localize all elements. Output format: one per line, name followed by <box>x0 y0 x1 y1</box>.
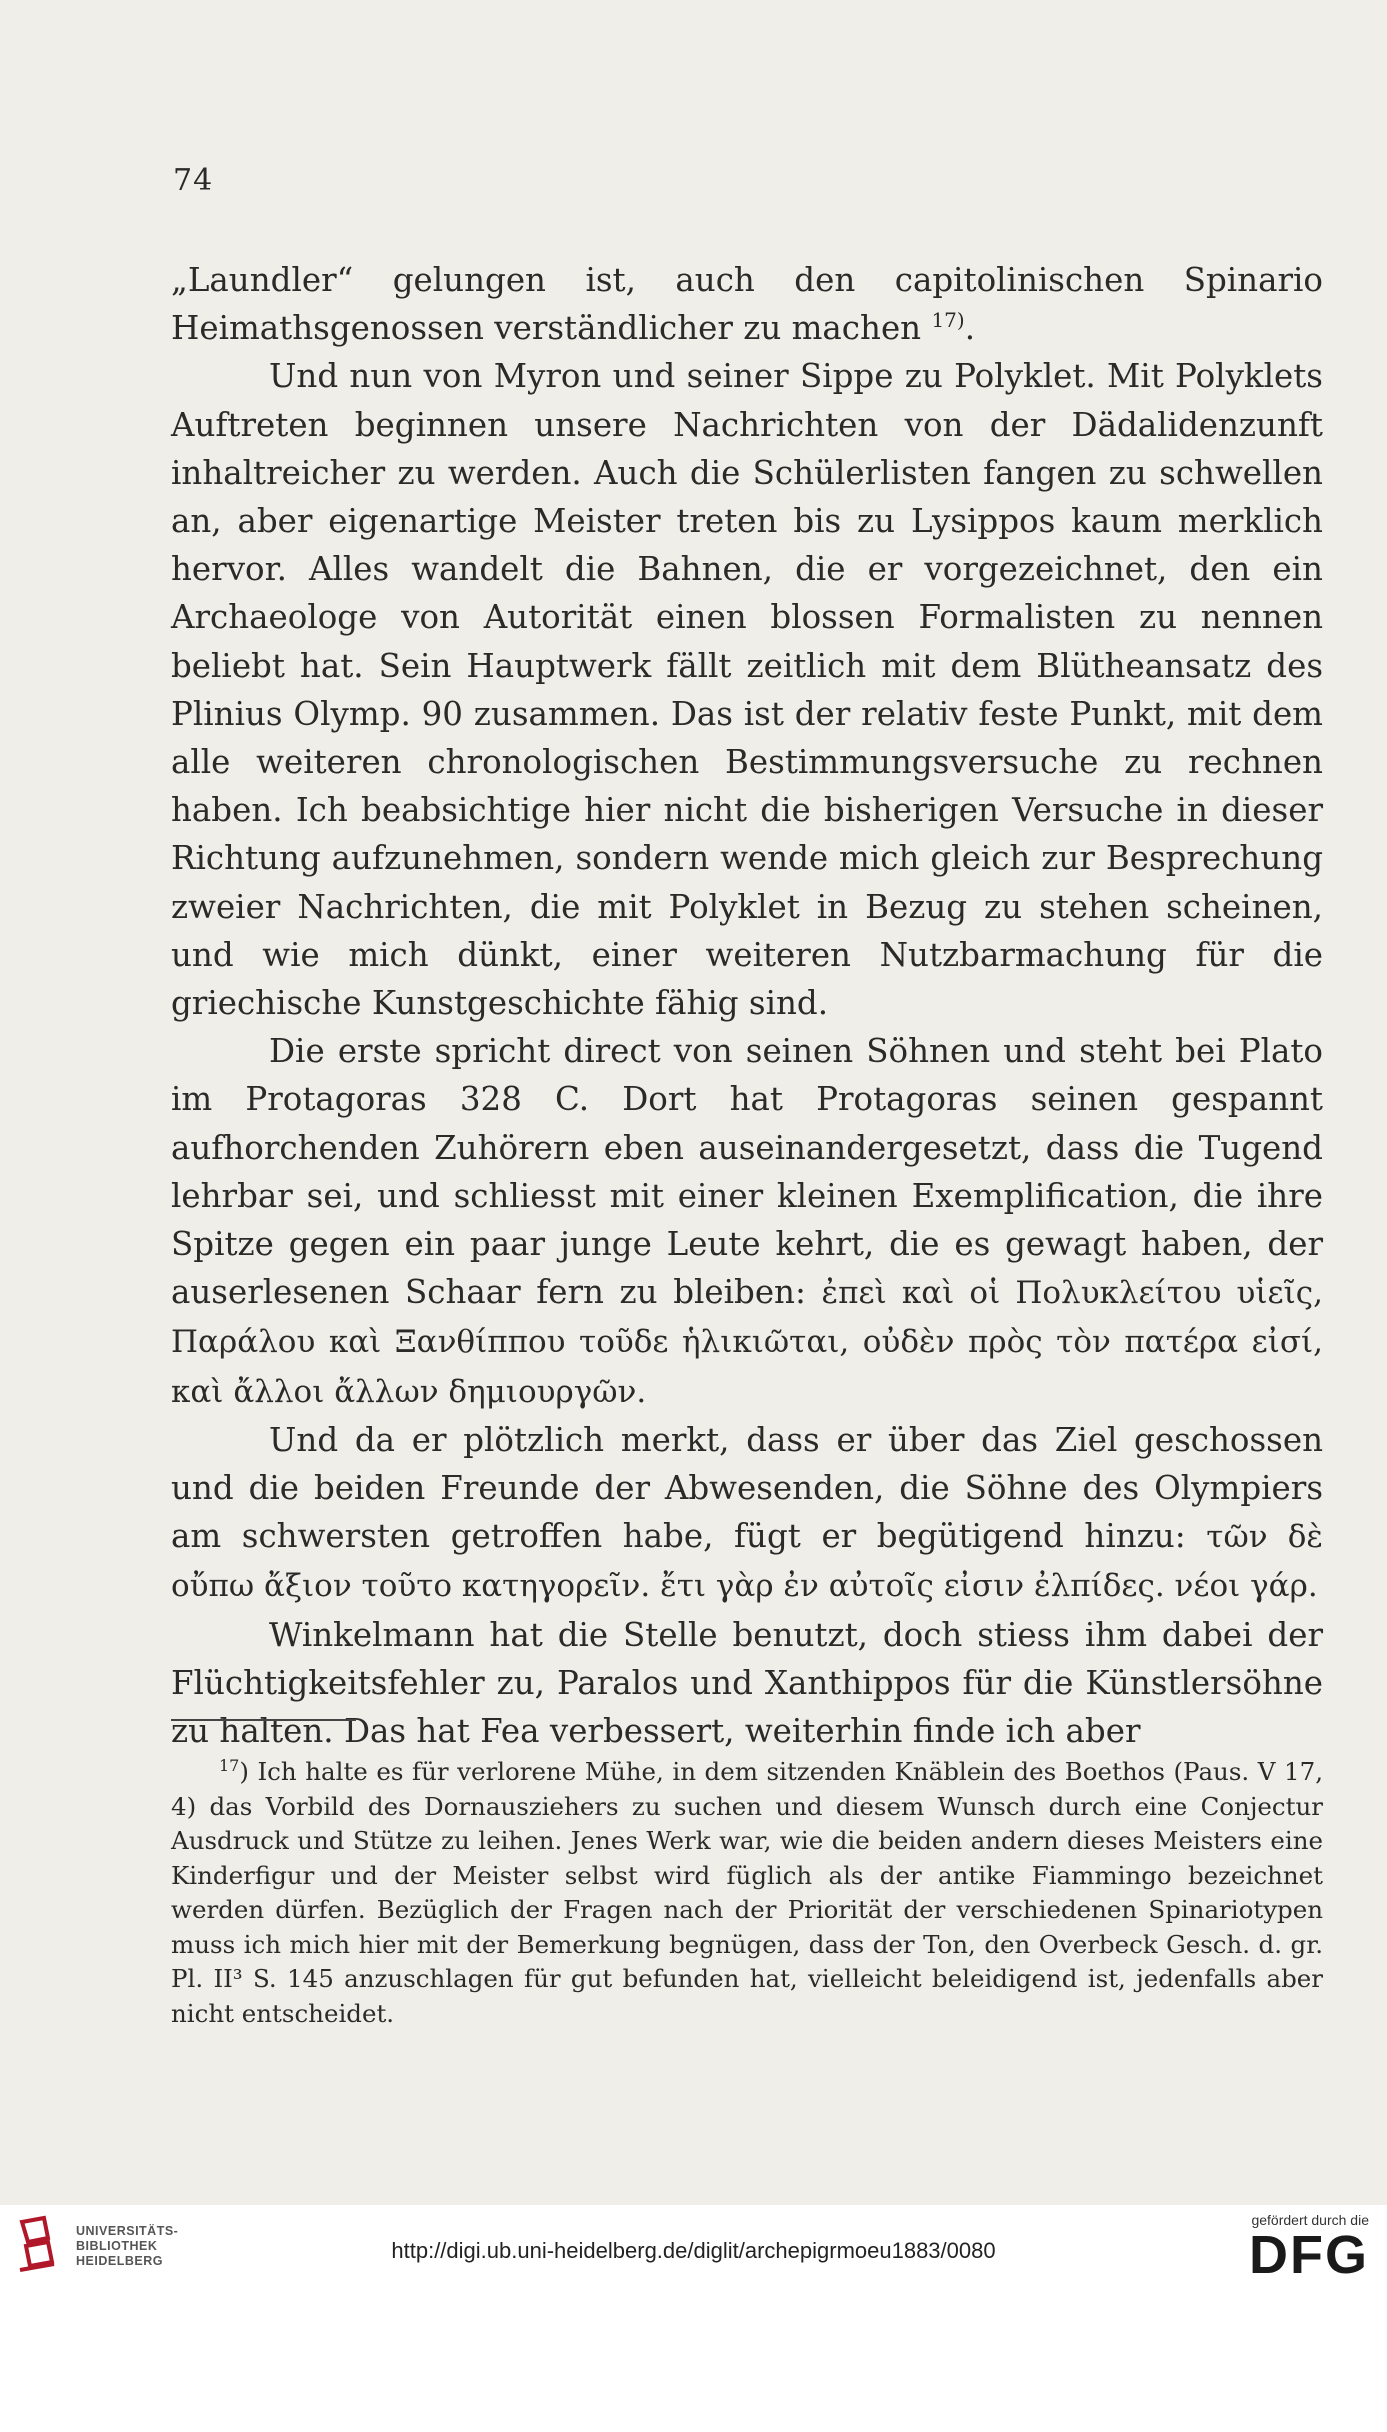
footnote-text: ) Ich halte es für verlorene Mühe, in dem sitzenden Knäblein des Boethos (Paus. V 17, 4) das Vorbild des Dornausziehers zu suchen und diesem Wunsch durch eine Conjectur Ausdruck und Stütze zu leihen. Jenes Werk war, wie die beiden andern dieses Meisters eine Kinderfigur und der Meister selbst wird füglich als der antike Fiammingo bezeichnet werden dürfen. Bezüglich der Fragen nach der Priorität der verschiedenen Spinariotypen muss ich mich hier mit der Bemerkung begnügen, dass der Ton, den Overbeck Gesch. d. gr. Pl. II³ S. 145 anzuschlagen für gut befunden hat, vielleicht beleidigend ist, jedenfalls aber nicht entscheidet. <box>171 1757 1323 2028</box>
body-text <box>171 256 1323 1755</box>
permalink-url[interactable]: http://digi.ub.uni-heidelberg.de/diglit/archepigrmoeu1883/0080 <box>391 2238 996 2263</box>
paragraph-3 <box>171 1027 1323 1416</box>
funding-caption: gefördert durch die <box>1251 2212 1369 2228</box>
dfg-logo[interactable]: DFG <box>1249 2225 1369 2285</box>
logo-text-line-2: BIBLIOTHEK <box>76 2239 158 2253</box>
paragraph-1-text: „Laundler“ gelungen ist, auch den capitolinischen Spinario Heimathsgenossen verständlicher zu machen <box>171 261 1323 348</box>
page-number: 74 <box>173 163 214 198</box>
paragraph-5: Winkelmann hat die Stelle benutzt, doch stiess ihm dabei der Flüchtigkeitsfehler zu, Paralos und Xanthippos für die Künstlersöhne zu halten. Das hat Fea verbessert, weiterhin finde ich aber <box>171 1615 1323 1751</box>
greek-quote-2: τῶν δὲ οὔπω ἄξιον τοῦτο κατηγορεῖν. ἔτι γὰρ ἐν αὐτοῖς εἰσιν ἐλπίδες. νέοι γάρ. <box>171 1519 1323 1605</box>
footnote <box>171 1755 1323 2031</box>
paragraph-1-end: . <box>964 309 976 348</box>
logo-text-line-3: HEIDELBERG <box>76 2254 163 2268</box>
paragraph-1 <box>171 256 1323 352</box>
footnote-reference[interactable]: 17) <box>931 308 965 333</box>
greek-quote-1: ἐπεὶ καὶ οἱ Πολυκλείτου υἱεῖς, Παράλου καὶ Ξανθίππου τοῦδε ἡλικιῶται, οὐδὲν πρὸς τὸν πατέρα εἰσί, καὶ ἄλλοι ἄλλων δημιουργῶν. <box>171 1275 1323 1410</box>
paragraph-3-text: Die erste spricht direct von seinen Söhnen und steht bei Plato im Protagoras 328 C. Dort hat Protagoras seinen gespannt aufhorchenden Zuhörern eben auseinandergesetzt, dass die Tugend lehrbar sei, und schliesst mit einer kleinen Exemplification, die ihre Spitze gegen ein paar junge Leute kehrt, die es gewagt haben, der auserlesenen Schaar fern zu bleiben: <box>171 1032 1323 1312</box>
footnote-separator <box>171 1719 356 1721</box>
paragraph-4-text: Und da er plötzlich merkt, dass er über das Ziel geschossen und die beiden Freunde der Abwesenden, die Söhne des Olympiers am schwersten getroffen habe, fügt er begütigend hinzu: <box>171 1420 1323 1556</box>
paragraph-2: Und nun von Myron und seiner Sippe zu Polyklet. Mit Polyklets Auftreten beginnen unsere Nachrichten von der Dädalidenzunft inhaltreicher zu werden. Auch die Schülerlisten fangen zu schwellen an, aber eigenartige Meister treten bis zu Lysippos kaum merklich hervor. Alles wandelt die Bahnen, die er vorgezeichnet, den ein Archaeologe von Autorität einen blossen Formalisten zu nennen beliebt hat. Sein Hauptwerk fällt zeitlich mit dem Blütheansatz des Plinius Olymp. 90 zusammen. Das ist der relativ feste Punkt, mit dem alle weiteren chronologischen Bestimmungsversuche zu rechnen haben. Ich beabsichtige hier nicht die bisherigen Versuche in dieser Richtung aufzunehmen, sondern wende mich gleich zur Besprechung zweier Nachrichten, die mit Polyklet in Bezug zu stehen scheinen, und wie mich dünkt, einer weiteren Nutzbarmachung für die griechische Kunstgeschichte fähig sind. <box>171 357 1323 1023</box>
footnote-mark: 17 <box>219 1755 240 1775</box>
paragraph-4 <box>171 1416 1323 1611</box>
logo-text-line-1: UNIVERSITÄTS- <box>76 2224 179 2238</box>
